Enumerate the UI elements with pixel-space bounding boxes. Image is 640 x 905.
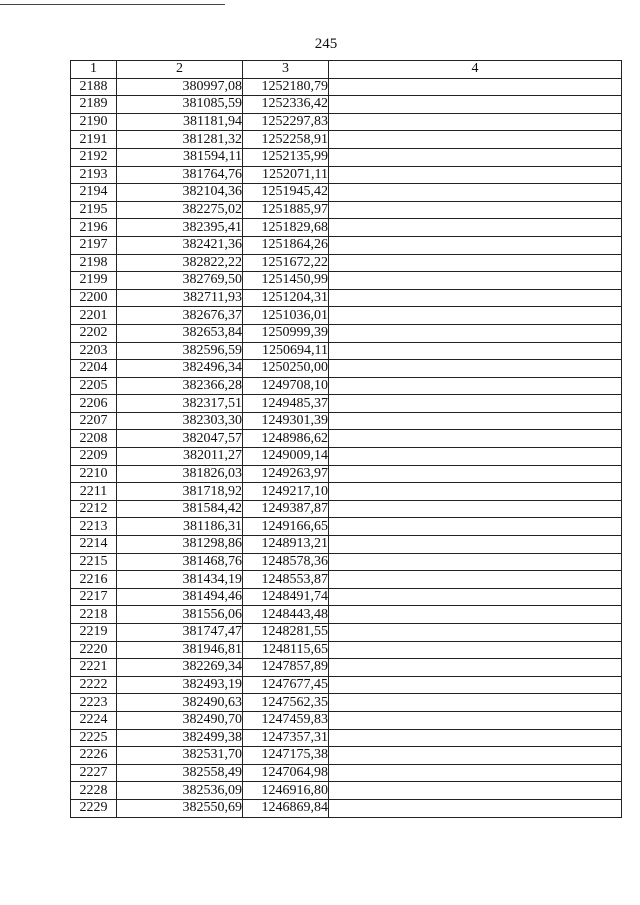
table-row: [71, 254, 622, 272]
note-cell: [329, 342, 622, 360]
x-coordinate-cell: 381281,32: [117, 131, 243, 149]
note-cell: [329, 624, 622, 642]
table-row: [71, 289, 622, 307]
x-coordinate-cell: 382822,22: [117, 254, 243, 272]
x-coordinate-cell: 382550,69: [117, 799, 243, 817]
y-coordinate-cell: 1251864,26: [243, 236, 329, 254]
note-cell: [329, 553, 622, 571]
point-number-cell: 2193: [71, 166, 117, 184]
point-number-cell: 2201: [71, 307, 117, 325]
table-row: [71, 641, 622, 659]
note-cell: [329, 500, 622, 518]
table-row: [71, 536, 622, 554]
point-number-cell: 2188: [71, 78, 117, 96]
x-coordinate-cell: 382269,34: [117, 659, 243, 677]
y-coordinate-cell: 1251036,01: [243, 307, 329, 325]
table-row: [71, 307, 622, 325]
x-coordinate-cell: 382496,34: [117, 360, 243, 378]
note-cell: [329, 747, 622, 765]
point-number-cell: 2222: [71, 676, 117, 694]
table-row: [71, 78, 622, 96]
y-coordinate-cell: 1247459,83: [243, 711, 329, 729]
table-row: [71, 799, 622, 817]
point-number-cell: 2208: [71, 430, 117, 448]
y-coordinate-cell: 1249166,65: [243, 518, 329, 536]
y-coordinate-cell: 1252297,83: [243, 113, 329, 131]
table-row: [71, 113, 622, 131]
x-coordinate-cell: 382317,51: [117, 395, 243, 413]
y-coordinate-cell: 1251885,97: [243, 201, 329, 219]
x-coordinate-cell: 382303,30: [117, 412, 243, 430]
point-number-cell: 2221: [71, 659, 117, 677]
point-number-cell: 2197: [71, 236, 117, 254]
note-cell: [329, 131, 622, 149]
point-number-cell: 2206: [71, 395, 117, 413]
point-number-cell: 2228: [71, 782, 117, 800]
table-row: [71, 694, 622, 712]
point-number-cell: 2211: [71, 483, 117, 501]
y-coordinate-cell: 1252258,91: [243, 131, 329, 149]
table-row: [71, 553, 622, 571]
y-coordinate-cell: 1249009,14: [243, 448, 329, 466]
y-coordinate-cell: 1251829,68: [243, 219, 329, 237]
table-row: [71, 96, 622, 114]
x-coordinate-cell: 382536,09: [117, 782, 243, 800]
y-coordinate-cell: 1247064,98: [243, 764, 329, 782]
note-cell: [329, 395, 622, 413]
point-number-cell: 2223: [71, 694, 117, 712]
table-row: [71, 430, 622, 448]
note-cell: [329, 641, 622, 659]
y-coordinate-cell: 1249263,97: [243, 465, 329, 483]
note-cell: [329, 113, 622, 131]
column-header-4: 4: [329, 61, 622, 79]
note-cell: [329, 659, 622, 677]
x-coordinate-cell: 382395,41: [117, 219, 243, 237]
x-coordinate-cell: 382490,70: [117, 711, 243, 729]
point-number-cell: 2199: [71, 272, 117, 290]
note-cell: [329, 412, 622, 430]
point-number-cell: 2203: [71, 342, 117, 360]
table-row: [71, 782, 622, 800]
point-number-cell: 2220: [71, 641, 117, 659]
note-cell: [329, 518, 622, 536]
note-cell: [329, 711, 622, 729]
x-coordinate-cell: 382531,70: [117, 747, 243, 765]
table-row: [71, 148, 622, 166]
x-coordinate-cell: 382275,02: [117, 201, 243, 219]
table-row: [71, 272, 622, 290]
point-number-cell: 2227: [71, 764, 117, 782]
point-number-cell: 2207: [71, 412, 117, 430]
point-number-cell: 2212: [71, 500, 117, 518]
y-coordinate-cell: 1248281,55: [243, 624, 329, 642]
page-number: 245: [314, 36, 338, 52]
y-coordinate-cell: 1251672,22: [243, 254, 329, 272]
note-cell: [329, 571, 622, 589]
point-number-cell: 2210: [71, 465, 117, 483]
x-coordinate-cell: 382366,28: [117, 377, 243, 395]
x-coordinate-cell: 382653,84: [117, 324, 243, 342]
note-cell: [329, 254, 622, 272]
x-coordinate-cell: 382011,27: [117, 448, 243, 466]
note-cell: [329, 307, 622, 325]
note-cell: [329, 606, 622, 624]
table-row: [71, 624, 622, 642]
x-coordinate-cell: 381826,03: [117, 465, 243, 483]
y-coordinate-cell: 1252336,42: [243, 96, 329, 114]
y-coordinate-cell: 1247175,38: [243, 747, 329, 765]
y-coordinate-cell: 1248553,87: [243, 571, 329, 589]
point-number-cell: 2205: [71, 377, 117, 395]
y-coordinate-cell: 1247857,89: [243, 659, 329, 677]
point-number-cell: 2216: [71, 571, 117, 589]
x-coordinate-cell: 381747,47: [117, 624, 243, 642]
y-coordinate-cell: 1249217,10: [243, 483, 329, 501]
y-coordinate-cell: 1247677,45: [243, 676, 329, 694]
table-row: [71, 588, 622, 606]
y-coordinate-cell: 1249301,39: [243, 412, 329, 430]
point-number-cell: 2215: [71, 553, 117, 571]
point-number-cell: 2190: [71, 113, 117, 131]
table-row: [71, 324, 622, 342]
y-coordinate-cell: 1252071,11: [243, 166, 329, 184]
point-number-cell: 2195: [71, 201, 117, 219]
x-coordinate-cell: 382493,19: [117, 676, 243, 694]
header-row: [71, 61, 622, 79]
table-header: [71, 61, 622, 79]
y-coordinate-cell: 1248578,36: [243, 553, 329, 571]
note-cell: [329, 272, 622, 290]
y-coordinate-cell: 1252180,79: [243, 78, 329, 96]
x-coordinate-cell: 381298,86: [117, 536, 243, 554]
table-row: [71, 606, 622, 624]
point-number-cell: 2214: [71, 536, 117, 554]
point-number-cell: 2200: [71, 289, 117, 307]
table-row: [71, 500, 622, 518]
x-coordinate-cell: 382047,57: [117, 430, 243, 448]
table-row: [71, 360, 622, 378]
table-row: [71, 131, 622, 149]
note-cell: [329, 729, 622, 747]
y-coordinate-cell: 1251945,42: [243, 184, 329, 202]
x-coordinate-cell: 382596,59: [117, 342, 243, 360]
x-coordinate-cell: 381584,42: [117, 500, 243, 518]
x-coordinate-cell: 382421,36: [117, 236, 243, 254]
point-number-cell: 2226: [71, 747, 117, 765]
note-cell: [329, 219, 622, 237]
table-row: [71, 659, 622, 677]
x-coordinate-cell: 381946,81: [117, 641, 243, 659]
point-number-cell: 2198: [71, 254, 117, 272]
table-row: [71, 236, 622, 254]
coordinates-table: [70, 60, 622, 818]
point-number-cell: 2219: [71, 624, 117, 642]
note-cell: [329, 377, 622, 395]
table-row: [71, 342, 622, 360]
x-coordinate-cell: 380997,08: [117, 78, 243, 96]
point-number-cell: 2218: [71, 606, 117, 624]
table-row: [71, 166, 622, 184]
point-number-cell: 2217: [71, 588, 117, 606]
point-number-cell: 2196: [71, 219, 117, 237]
point-number-cell: 2224: [71, 711, 117, 729]
note-cell: [329, 483, 622, 501]
x-coordinate-cell: 382558,49: [117, 764, 243, 782]
note-cell: [329, 799, 622, 817]
note-cell: [329, 96, 622, 114]
table-row: [71, 729, 622, 747]
table-row: [71, 184, 622, 202]
note-cell: [329, 588, 622, 606]
x-coordinate-cell: 381186,31: [117, 518, 243, 536]
table-body: [71, 78, 622, 817]
note-cell: [329, 764, 622, 782]
point-number-cell: 2209: [71, 448, 117, 466]
table-row: [71, 571, 622, 589]
note-cell: [329, 448, 622, 466]
note-cell: [329, 324, 622, 342]
y-coordinate-cell: 1246869,84: [243, 799, 329, 817]
x-coordinate-cell: 381718,92: [117, 483, 243, 501]
x-coordinate-cell: 381085,59: [117, 96, 243, 114]
note-cell: [329, 201, 622, 219]
y-coordinate-cell: 1249708,10: [243, 377, 329, 395]
note-cell: [329, 430, 622, 448]
table-row: [71, 201, 622, 219]
x-coordinate-cell: 381556,06: [117, 606, 243, 624]
table-row: [71, 518, 622, 536]
y-coordinate-cell: 1248491,74: [243, 588, 329, 606]
point-number-cell: 2225: [71, 729, 117, 747]
column-header-3: 3: [243, 61, 329, 79]
x-coordinate-cell: 381468,76: [117, 553, 243, 571]
y-coordinate-cell: 1249387,87: [243, 500, 329, 518]
y-coordinate-cell: 1250694,11: [243, 342, 329, 360]
x-coordinate-cell: 382769,50: [117, 272, 243, 290]
top-rule: [0, 4, 225, 5]
point-number-cell: 2202: [71, 324, 117, 342]
note-cell: [329, 694, 622, 712]
x-coordinate-cell: 381494,46: [117, 588, 243, 606]
x-coordinate-cell: 381181,94: [117, 113, 243, 131]
y-coordinate-cell: 1251450,99: [243, 272, 329, 290]
y-coordinate-cell: 1248443,48: [243, 606, 329, 624]
column-header-2: 2: [117, 61, 243, 79]
table-row: [71, 465, 622, 483]
y-coordinate-cell: 1248913,21: [243, 536, 329, 554]
table-row: [71, 764, 622, 782]
table-row: [71, 412, 622, 430]
note-cell: [329, 465, 622, 483]
note-cell: [329, 289, 622, 307]
y-coordinate-cell: 1249485,37: [243, 395, 329, 413]
point-number-cell: 2213: [71, 518, 117, 536]
point-number-cell: 2192: [71, 148, 117, 166]
y-coordinate-cell: 1250999,39: [243, 324, 329, 342]
y-coordinate-cell: 1247562,35: [243, 694, 329, 712]
y-coordinate-cell: 1250250,00: [243, 360, 329, 378]
column-header-1: 1: [71, 61, 117, 79]
y-coordinate-cell: 1247357,31: [243, 729, 329, 747]
x-coordinate-cell: 382676,37: [117, 307, 243, 325]
x-coordinate-cell: 382499,38: [117, 729, 243, 747]
point-number-cell: 2204: [71, 360, 117, 378]
note-cell: [329, 184, 622, 202]
point-number-cell: 2194: [71, 184, 117, 202]
x-coordinate-cell: 382711,93: [117, 289, 243, 307]
table-row: [71, 448, 622, 466]
note-cell: [329, 782, 622, 800]
table-row: [71, 483, 622, 501]
table-row: [71, 377, 622, 395]
y-coordinate-cell: 1246916,80: [243, 782, 329, 800]
note-cell: [329, 148, 622, 166]
x-coordinate-cell: 381764,76: [117, 166, 243, 184]
y-coordinate-cell: 1251204,31: [243, 289, 329, 307]
table-row: [71, 395, 622, 413]
table-row: [71, 711, 622, 729]
y-coordinate-cell: 1252135,99: [243, 148, 329, 166]
note-cell: [329, 166, 622, 184]
point-number-cell: 2229: [71, 799, 117, 817]
x-coordinate-cell: 382490,63: [117, 694, 243, 712]
table-row: [71, 747, 622, 765]
note-cell: [329, 360, 622, 378]
x-coordinate-cell: 381594,11: [117, 148, 243, 166]
point-number-cell: 2189: [71, 96, 117, 114]
x-coordinate-cell: 381434,19: [117, 571, 243, 589]
note-cell: [329, 536, 622, 554]
point-number-cell: 2191: [71, 131, 117, 149]
note-cell: [329, 78, 622, 96]
x-coordinate-cell: 382104,36: [117, 184, 243, 202]
table-row: [71, 676, 622, 694]
y-coordinate-cell: 1248986,62: [243, 430, 329, 448]
table-row: [71, 219, 622, 237]
note-cell: [329, 676, 622, 694]
note-cell: [329, 236, 622, 254]
y-coordinate-cell: 1248115,65: [243, 641, 329, 659]
